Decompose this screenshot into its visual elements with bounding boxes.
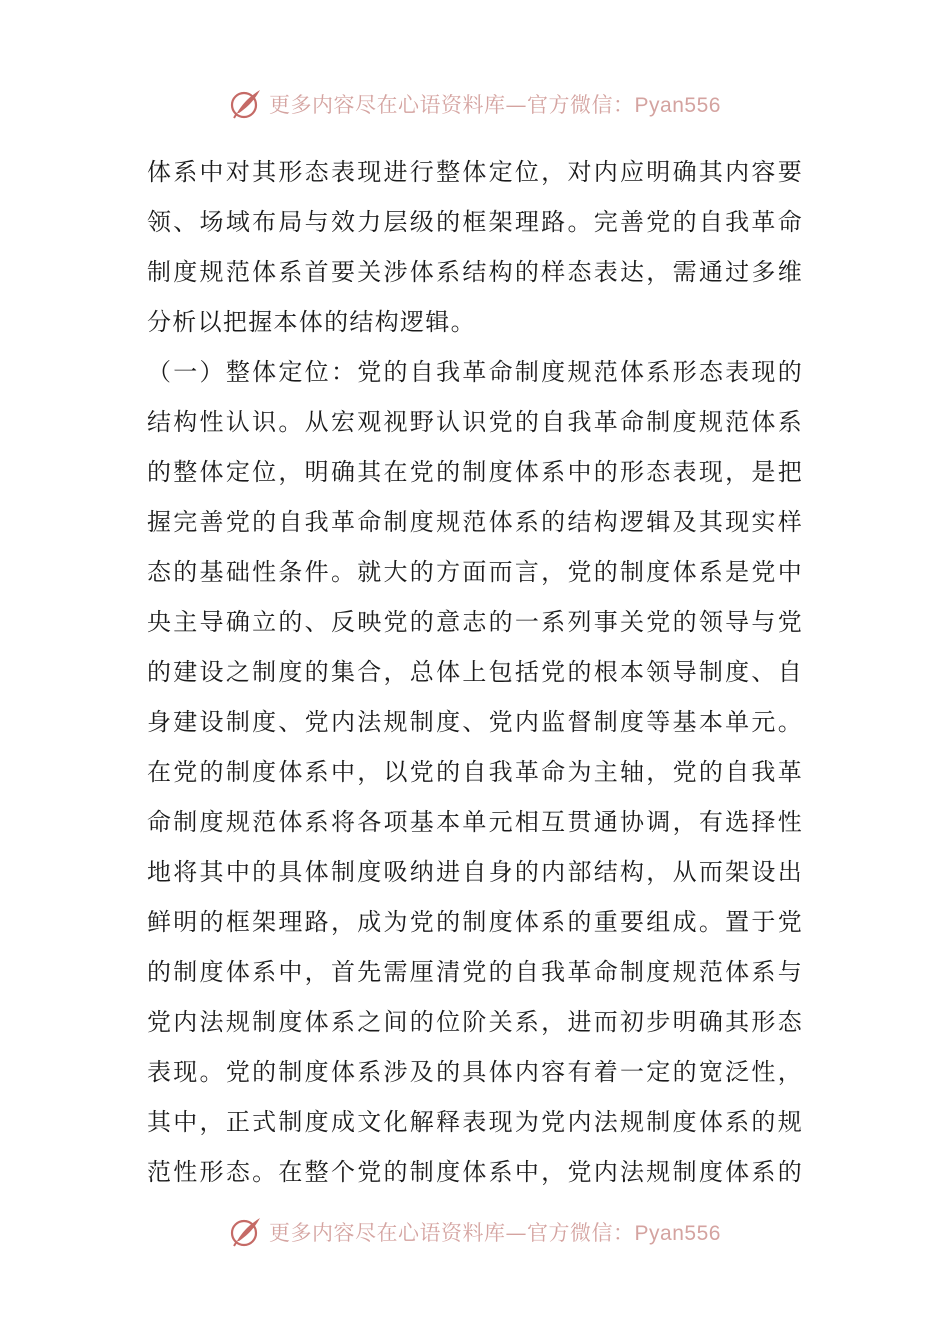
text-line: 制度规范体系首要关涉体系结构的样态表达，需通过多维 bbox=[147, 258, 803, 286]
text-line: 党内法规制度体系之间的位阶关系，进而初步明确其形态 bbox=[147, 1008, 803, 1036]
footer-watermark bbox=[0, 1212, 950, 1252]
text-line: 央主导确立的、反映党的意志的一系列事关党的领导与党 bbox=[147, 608, 803, 636]
header-watermark-text: 更多内容尽在心语资料库—官方微信： bbox=[269, 93, 635, 117]
text-line: 分析以把握本体的结构逻辑。 bbox=[147, 308, 476, 336]
text-line: 地将其中的具体制度吸纳进自身的内部结构，从而架设出 bbox=[147, 858, 803, 886]
text-line: 领、场域布局与效力层级的框架理路。完善党的自我革命 bbox=[147, 208, 803, 236]
section-heading-line: （一）整体定位：党的自我革命制度规范体系形态表现的 bbox=[147, 358, 803, 386]
text-line: 其中，正式制度成文化解释表现为党内法规制度体系的规 bbox=[147, 1108, 803, 1136]
header-watermark bbox=[0, 84, 950, 124]
text-line: 表现。党的制度体系涉及的具体内容有着一定的宽泛性， bbox=[147, 1058, 803, 1086]
text-line: 态的基础性条件。就大的方面而言，党的制度体系是党中 bbox=[147, 558, 803, 586]
text-line: 命制度规范体系将各项基本单元相互贯通协调，有选择性 bbox=[147, 808, 803, 836]
footer-wechat-id: Pyan556 bbox=[634, 1222, 721, 1245]
text-line: 身建设制度、党内法规制度、党内监督制度等基本单元。 bbox=[147, 708, 803, 736]
document-body bbox=[147, 147, 803, 1197]
header-wechat-id: Pyan556 bbox=[634, 94, 721, 117]
text-line: 范性形态。在整个党的制度体系中，党内法规制度体系的 bbox=[147, 1158, 803, 1186]
quill-logo-icon bbox=[229, 87, 263, 121]
quill-logo-icon bbox=[229, 1215, 263, 1249]
text-line: 体系中对其形态表现进行整体定位，对内应明确其内容要 bbox=[147, 158, 803, 186]
text-line: 的建设之制度的集合，总体上包括党的根本领导制度、自 bbox=[147, 658, 803, 686]
text-line: 握完善党的自我革命制度规范体系的结构逻辑及其现实样 bbox=[147, 508, 803, 536]
text-line: 在党的制度体系中，以党的自我革命为主轴，党的自我革 bbox=[147, 758, 803, 786]
text-line: 的整体定位，明确其在党的制度体系中的形态表现，是把 bbox=[147, 458, 803, 486]
text-line: 的制度体系中，首先需厘清党的自我革命制度规范体系与 bbox=[147, 958, 803, 986]
footer-watermark-text: 更多内容尽在心语资料库—官方微信： bbox=[269, 1221, 635, 1245]
text-line: 鲜明的框架理路，成为党的制度体系的重要组成。置于党 bbox=[147, 908, 803, 936]
text-line: 结构性认识。从宏观视野认识党的自我革命制度规范体系 bbox=[147, 408, 803, 436]
